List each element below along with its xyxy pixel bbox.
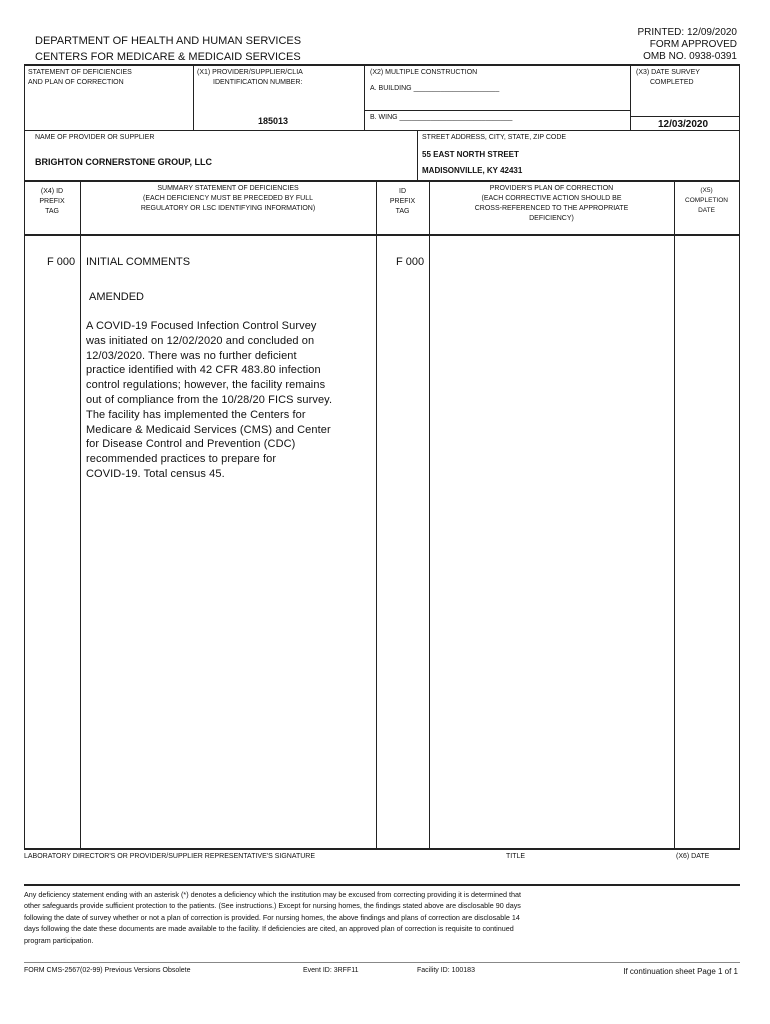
x3-label: (X3) DATE SURVEY: [636, 69, 700, 76]
prefix-tag-right: F 000: [396, 256, 425, 268]
entry-line: for Disease Control and Prevention (CDC): [86, 438, 296, 451]
x5-line: DATE: [698, 207, 715, 214]
entry-line: The facility has implemented the Centers for: [86, 408, 306, 421]
x2-label: (X2) MULTIPLE CONSTRUCTION: [370, 69, 478, 76]
entry-line: control regulations; however, the facility remains: [86, 379, 326, 392]
entry-line: recommended practices to prepare for: [86, 453, 277, 466]
summary-header: [80, 184, 376, 214]
id-line: TAG: [395, 208, 410, 215]
title-label: TITLE: [506, 853, 526, 860]
box-top-border: [24, 64, 740, 66]
signature-bottom-border: [24, 884, 740, 886]
disclaimer-line: days following the date these documents are made available to the facility. If deficiencies are cited, an approved plan of correction is requisite to continued: [24, 924, 514, 934]
id-header: [376, 187, 429, 217]
plan-line: (EACH CORRECTIVE ACTION SHOULD BE: [481, 195, 622, 202]
entry-body: [86, 319, 372, 482]
x4-line: TAG: [45, 208, 59, 215]
address-line1: 55 EAST NORTH STREET: [422, 150, 519, 159]
id-line: ID: [399, 188, 406, 195]
disclaimer-line: program participation.: [24, 935, 94, 945]
form-approved: FORM APPROVED: [649, 39, 737, 50]
box-left-border: [24, 64, 25, 848]
statement-label: AND PLAN OF CORRECTION: [28, 79, 124, 86]
x5-line: (X5): [700, 187, 713, 194]
divider: [364, 110, 630, 111]
footer-divider: [24, 962, 740, 963]
amended-label: AMENDED: [89, 291, 145, 303]
signature-label: LABORATORY DIRECTOR'S OR PROVIDER/SUPPLIER REPRESENTATIVE'S SIGNATURE: [24, 853, 316, 860]
divider: [630, 116, 740, 117]
x1-label: (X1) PROVIDER/SUPPLIER/CLIA: [197, 69, 303, 76]
plan-line: CROSS-REFERENCED TO THE APPROPRIATE: [474, 205, 629, 212]
plan-line: PROVIDER'S PLAN OF CORRECTION: [489, 185, 614, 192]
entry-line: practice identified with 42 CFR 483.80 infection: [86, 364, 321, 377]
box-row2-border: [24, 180, 740, 182]
entry-line: COVID-19. Total census 45.: [86, 467, 225, 480]
entry-title: INITIAL COMMENTS: [86, 256, 191, 268]
entry-line: out of compliance from the 10/28/20 FICS survey.: [86, 393, 333, 406]
plan-header: [429, 184, 674, 224]
disclaimer-line: other safeguards provide sufficient protection to the patients. (See instructions.) Except for nursing homes, the findings stated above are disclosable 90 days: [24, 901, 521, 911]
divider: [429, 180, 430, 848]
summary-line: SUMMARY STATEMENT OF DEFICIENCIES: [157, 185, 299, 192]
x1-label: IDENTIFICATION NUMBER:: [213, 79, 303, 86]
wing-label: B. WING _____________________________: [370, 114, 513, 121]
divider: [417, 130, 418, 180]
facility-id: Facility ID: 100183: [417, 967, 475, 974]
x5-line: COMPLETION: [685, 197, 728, 204]
entry-line: 12/03/2020. There was no further deficient: [86, 349, 297, 362]
entry-line: was initiated on 12/02/2020 and concluded on: [86, 334, 315, 347]
x4-header: [24, 187, 80, 217]
id-line: PREFIX: [389, 198, 416, 205]
department-name: DEPARTMENT OF HEALTH AND HUMAN SERVICES: [35, 35, 302, 47]
date-label: (X6) DATE: [676, 853, 710, 860]
agency-name: CENTERS FOR MEDICARE & MEDICAID SERVICES: [35, 51, 301, 63]
divider: [674, 180, 675, 848]
divider: [376, 180, 377, 848]
building-label: A. BUILDING ______________________: [370, 85, 500, 92]
provider-name-label: NAME OF PROVIDER OR SUPPLIER: [35, 134, 155, 141]
survey-completed-date: 12/03/2020: [658, 119, 709, 130]
disclaimer-line: following the date of survey whether or not a plan of correction is provided. For nursing homes, the above findings and plans of correction are disclosable 14: [24, 912, 520, 922]
plan-line: DEFICIENCY): [529, 215, 574, 222]
provider-id-number: 185013: [258, 116, 289, 126]
x3-label: COMPLETED: [650, 79, 694, 86]
divider: [364, 64, 365, 130]
page-indicator: If continuation sheet Page 1 of 1: [623, 967, 738, 976]
column-header-border: [24, 234, 740, 236]
address-line2: MADISONVILLE, KY 42431: [422, 166, 523, 175]
x4-line: PREFIX: [39, 198, 65, 205]
statement-label: STATEMENT OF DEFICIENCIES: [28, 69, 132, 76]
event-id: Event ID: 3RFF11: [303, 967, 359, 974]
table-bottom-border: [24, 848, 740, 850]
entry-line: Medicare & Medicaid Services (CMS) and Center: [86, 423, 331, 436]
address-label: STREET ADDRESS, CITY, STATE, ZIP CODE: [422, 134, 567, 141]
summary-line: (EACH DEFICIENCY MUST BE PRECEDED BY FULL: [143, 195, 313, 202]
summary-line: REGULATORY OR LSC IDENTIFYING INFORMATION): [140, 205, 316, 212]
provider-name: BRIGHTON CORNERSTONE GROUP, LLC: [35, 157, 213, 167]
entry-line: A COVID-19 Focused Infection Control Survey: [86, 320, 317, 332]
x4-line: (X4) ID: [40, 188, 64, 195]
divider: [630, 64, 631, 130]
prefix-tag-left: F 000: [47, 256, 76, 268]
omb-number: OMB NO. 0938-0391: [643, 51, 737, 62]
disclaimer-line: Any deficiency statement ending with an asterisk (*) denotes a deficiency which the institution may be excused from correcting providing it is determined that: [24, 890, 521, 899]
x5-header: [674, 186, 739, 216]
box-right-border: [739, 64, 740, 848]
printed-date: PRINTED: 12/09/2020: [637, 27, 737, 38]
disclaimer: [24, 889, 740, 946]
divider: [80, 180, 81, 848]
divider: [193, 64, 194, 130]
form-id: FORM CMS-2567(02-99) Previous Versions Obsolete: [24, 967, 191, 974]
box-row1-border: [24, 130, 740, 131]
